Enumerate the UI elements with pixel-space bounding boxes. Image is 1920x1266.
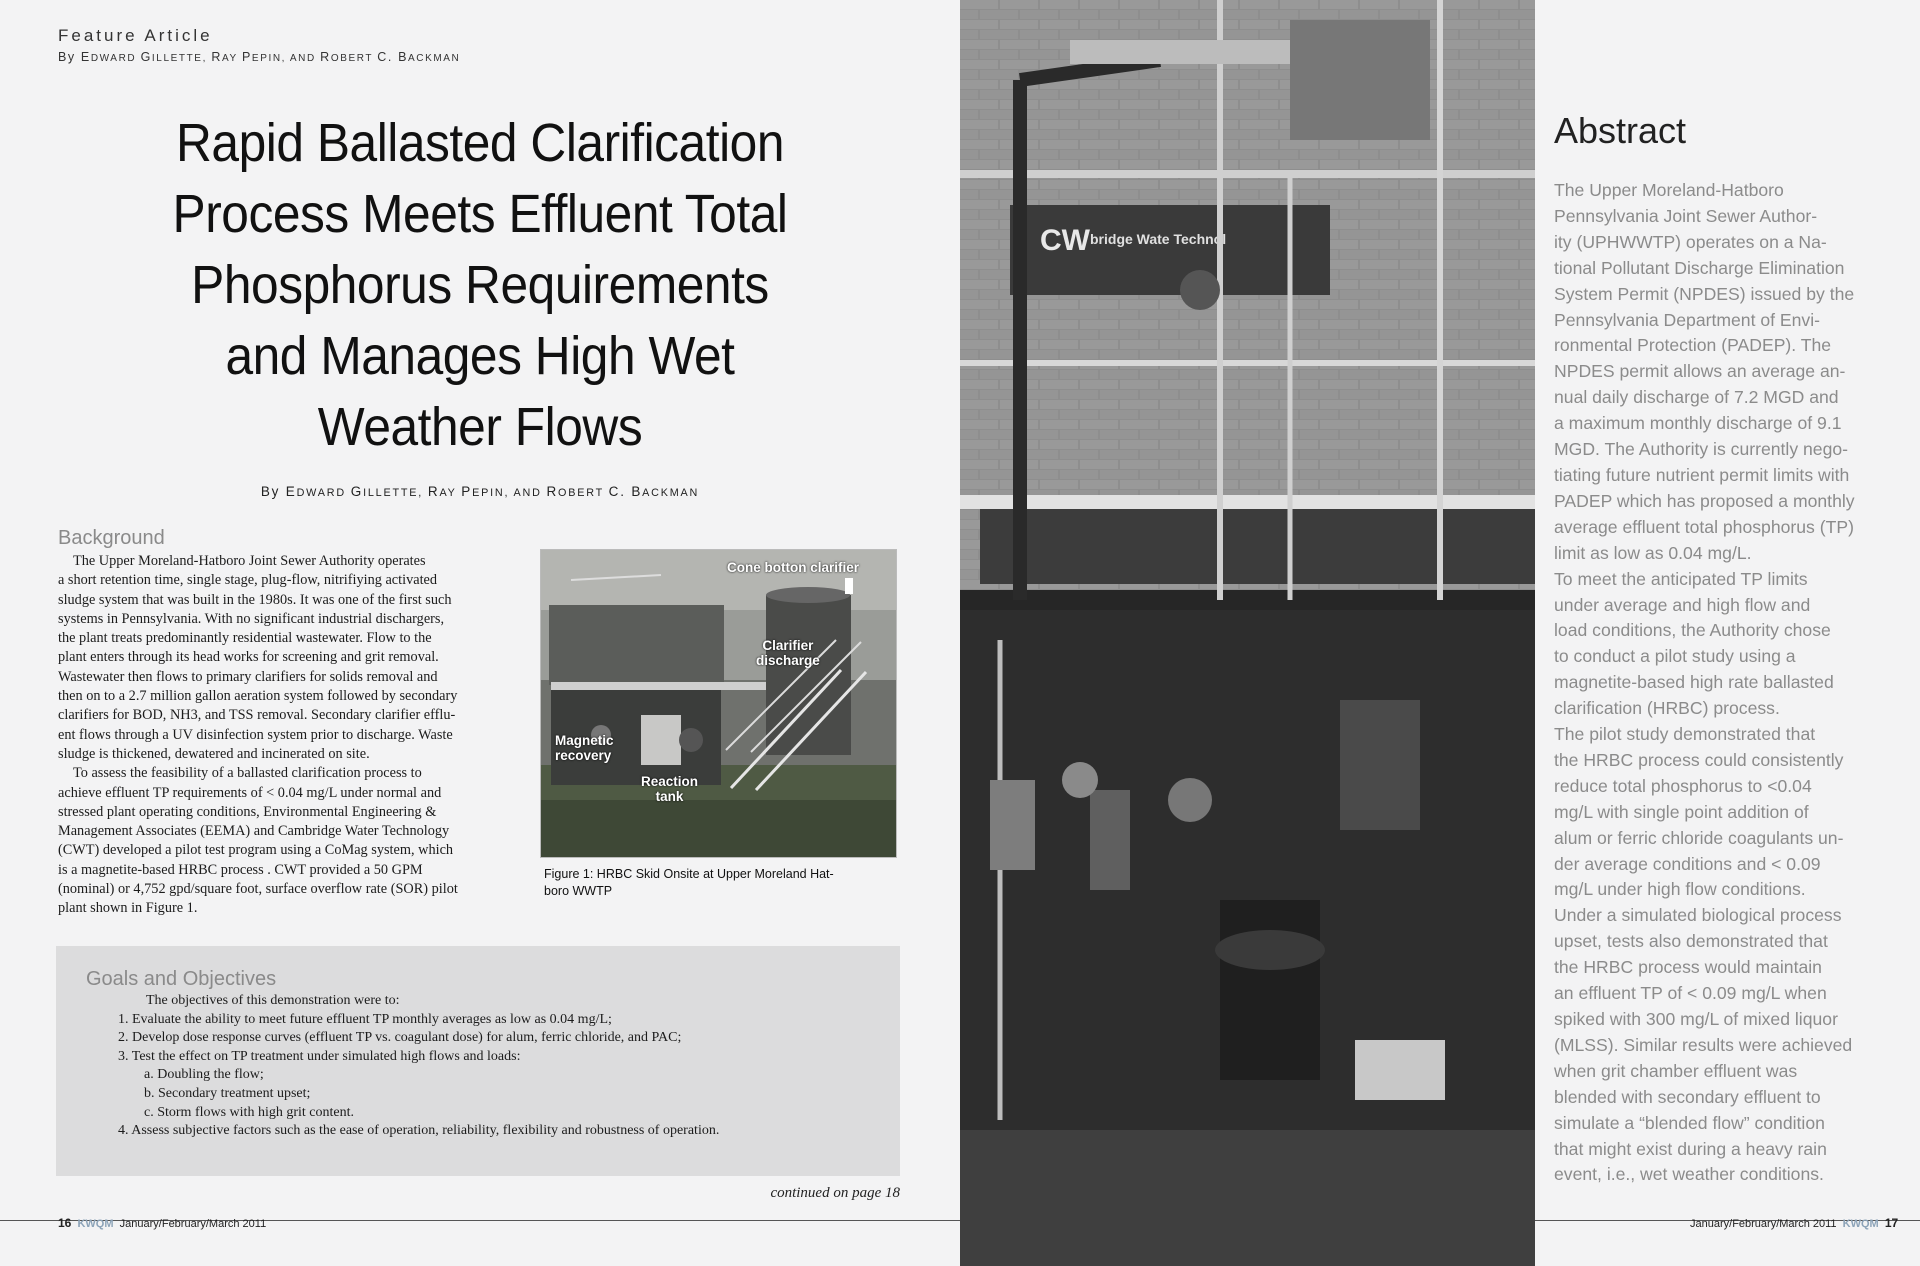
background-text — [58, 552, 520, 919]
text-line: when grit chamber effluent was — [1554, 1060, 1798, 1081]
text-line: that might exist during a heavy rain — [1554, 1138, 1827, 1159]
issue-date: January/February/March 2011 — [119, 1218, 267, 1230]
text-line: average effluent total phosphorus (TP) — [1554, 516, 1854, 537]
byline-part: ILLETTE, — [363, 487, 428, 499]
text-line: systems in Pennsylvania. With no significant industrial dischargers, — [58, 610, 445, 627]
byline-part: R — [320, 50, 331, 64]
goal-item: 2. Develop dose response curves (effluent TP vs. coagulant dose) for alum, ferric chloride, and PAC; — [118, 1030, 682, 1046]
byline-main — [0, 484, 960, 499]
byline-part: C. — [377, 50, 399, 64]
text-line: ent flows through a UV disinfection system prior to discharge. Waste — [58, 726, 453, 743]
pilot-skid-illustration — [541, 550, 896, 857]
text-line: (CWT) developed a pilot test program using a CoMag system, which — [58, 842, 454, 859]
text-line: a maximum monthly discharge of 9.1 — [1554, 413, 1842, 434]
magazine-name: KWQM — [77, 1218, 114, 1230]
section-kicker: Feature Article — [58, 26, 213, 45]
magazine-name: KWQM — [1842, 1218, 1879, 1230]
text-line: tional Pollutant Discharge Elimination — [1554, 257, 1845, 278]
text-line: The Upper Moreland-Hatboro Joint Sewer Authority operates — [73, 553, 426, 569]
label-clarifier-discharge — [756, 638, 820, 668]
text-line: Management Associates (EEMA) and Cambridge Water Technology — [58, 823, 450, 840]
text-line: PADEP which has proposed a monthly — [1554, 490, 1855, 511]
text-line: the HRBC process could consistently — [1554, 749, 1844, 770]
byline-part: R — [211, 50, 222, 64]
text-line: under average and high flow and — [1554, 594, 1811, 615]
text-line: Under a simulated biological process — [1554, 905, 1842, 926]
background-paragraph — [58, 552, 520, 764]
goal-subitem: b. Secondary treatment upset; — [144, 1085, 311, 1101]
text-line: The pilot study demonstrated that — [1554, 724, 1816, 745]
text-line: mg/L under high flow conditions. — [1554, 879, 1806, 900]
text-line: a short retention time, single stage, plug-flow, nitrifiying activated — [58, 572, 438, 589]
byline-part: By — [260, 484, 286, 499]
goals-heading: Goals and Objectives — [86, 968, 277, 990]
byline-part: R — [427, 484, 440, 499]
byline-part: B — [398, 50, 408, 64]
text-line: load conditions, the Authority chose — [1554, 620, 1831, 641]
byline-part: DWARD — [90, 53, 141, 64]
text-line: plant enters through its head works for screening and grit removal. — [58, 649, 439, 666]
label-line: Reaction — [641, 774, 699, 789]
continued-note: continued on page 18 — [770, 1185, 900, 1201]
label-magnetic-recovery — [555, 733, 614, 763]
byline-part: AY — [439, 487, 462, 499]
cwt-logo-icon: CW — [1040, 224, 1090, 257]
text-line: alum or ferric chloride coagulants un- — [1554, 827, 1844, 848]
title-line: Process Meets Effluent Total — [172, 184, 788, 244]
byline-part: G — [350, 484, 364, 499]
goal-item: 4. Assess subjective factors such as the ease of operation, reliability, flexibility and robustness of operation. — [118, 1123, 720, 1139]
page-number: 17 — [1884, 1216, 1899, 1230]
text-line: reduce total phosphorus to <0.04 — [1554, 775, 1812, 796]
goals-intro: The objectives of this demonstration were to: — [146, 993, 400, 1008]
byline-part: R — [546, 484, 559, 499]
title-line: Weather Flows — [317, 397, 643, 457]
text-line: (MLSS). Similar results were achieved — [1554, 1034, 1853, 1055]
article-title — [140, 108, 821, 463]
text-line: an effluent TP of < 0.09 mg/L when — [1554, 983, 1827, 1004]
title-line: and Manages High Wet — [225, 326, 735, 386]
goal-subitem: a. Doubling the flow; — [144, 1067, 264, 1083]
text-line: event, i.e., wet weather conditions. — [1554, 1164, 1824, 1185]
goal-item: 1. Evaluate the ability to meet future effluent TP monthly averages as low as 0.04 mg/L; — [118, 1011, 612, 1027]
text-line: clarification (HRBC) process. — [1554, 698, 1780, 719]
text-line: ity (UPHWWTP) operates on a Na- — [1554, 231, 1827, 252]
page-number: 16 — [58, 1216, 72, 1230]
text-line: the plant treats predominantly residential wastewater. Flow to the — [58, 630, 432, 647]
goal-item: 3. Test the effect on TP treatment under simulated high flows and loads: — [118, 1048, 521, 1064]
label-cone-bottom-clarifier: Cone botton clarifier — [727, 560, 860, 575]
text-line: blended with secondary effluent to — [1554, 1086, 1821, 1107]
text-line: To meet the anticipated TP limits — [1554, 568, 1808, 589]
label-line: Clarifier — [762, 638, 814, 653]
caption-line: Figure 1: HRBC Skid Onsite at Upper Moreland Hat- — [544, 867, 834, 881]
abstract-text — [1554, 178, 1906, 1188]
background-heading: Background — [58, 527, 165, 549]
text-line: sludge is thickened, dewatered and incinerated on site. — [58, 745, 370, 762]
label-line: recovery — [555, 748, 612, 763]
text-line: spiked with 300 mg/L of mixed liquor — [1554, 1009, 1838, 1029]
byline-part: P — [461, 484, 473, 499]
text-line: System Permit (NPDES) issued by the — [1554, 283, 1855, 304]
sign-text: bridge Wate Technol — [1090, 231, 1227, 247]
text-line: mg/L with single point addition of — [1554, 801, 1809, 822]
text-line: To assess the feasibility of a ballasted clarification process to — [73, 765, 422, 782]
abstract-heading: Abstract — [1554, 110, 1687, 151]
text-line: Wastewater then flows to primary clarifiers for solids removal and — [58, 668, 438, 685]
text-line: Pennsylvania Joint Sewer Author- — [1554, 205, 1818, 226]
text-line: MGD. The Authority is currently nego- — [1554, 439, 1848, 460]
byline-part: B — [631, 484, 643, 499]
text-line: magnetite-based high rate ballasted — [1554, 672, 1834, 693]
text-line: stressed plant operating conditions, Environmental Engineering & — [58, 803, 437, 820]
text-line: limit as low as 0.04 mg/L. — [1554, 542, 1752, 563]
figure-1-caption — [544, 866, 904, 900]
text-line: nual daily discharge of 7.2 MGD and — [1554, 387, 1839, 408]
goal-subitem: c. Storm flows with high grit content. — [144, 1104, 354, 1120]
byline-part: ACKMAN — [408, 53, 461, 64]
byline-part: EPIN, AND — [251, 53, 321, 64]
folio-left — [58, 1216, 266, 1230]
byline-part: AY — [221, 53, 242, 64]
caption-line: boro WWTP — [544, 884, 613, 898]
byline-part: E — [80, 50, 91, 64]
equipment-photo — [960, 0, 1535, 1266]
background-paragraph — [58, 764, 520, 918]
byline-part: P — [241, 50, 252, 64]
label-line: Magnetic — [555, 733, 614, 748]
text-line: upset, tests also demonstrated that — [1554, 931, 1828, 952]
text-line: Pennsylvania Department of Envi- — [1554, 309, 1820, 330]
byline-part: By — [58, 50, 81, 64]
text-line: The Upper Moreland-Hatboro — [1554, 180, 1784, 200]
byline-part: E — [285, 484, 297, 499]
text-line: ronmental Protection (PADEP). The — [1554, 335, 1832, 356]
figure-1-photo — [540, 549, 897, 858]
text-line: is a magnetite-based HRBC process . CWT provided a 50 GPM — [58, 861, 423, 878]
byline-part: ILLETTE, — [151, 53, 212, 64]
byline-part: DWARD — [296, 487, 351, 499]
text-line: der average conditions and < 0.09 — [1554, 853, 1821, 874]
label-reaction-tank — [641, 774, 698, 804]
text-line: simulate a “blended flow” condition — [1554, 1112, 1825, 1133]
text-line: (nominal) or 4,752 gpd/square foot, surface overflow rate (SOR) pilot — [58, 881, 458, 898]
text-line: achieve effluent TP requirements of < 0.04 mg/L under normal and — [58, 784, 442, 801]
byline-part: EPIN, AND — [472, 487, 547, 499]
folio-right — [1690, 1216, 1898, 1230]
title-line: Rapid Ballasted Clarification — [176, 113, 784, 173]
label-line: tank — [655, 789, 684, 804]
byline-part: C. — [608, 484, 632, 499]
issue-date: January/February/March 2011 — [1690, 1218, 1837, 1230]
text-line: plant shown in Figure 1. — [58, 900, 198, 917]
equipment-photo-illustration — [960, 0, 1535, 1266]
goals-box — [56, 946, 900, 1176]
text-line: the HRBC process would maintain — [1554, 957, 1822, 978]
text-line: to conduct a pilot study using a — [1554, 646, 1796, 667]
title-line: Phosphorus Requirements — [191, 255, 769, 315]
goals-list — [118, 992, 878, 1141]
text-line: then on to a 2.7 million gallon aeration system followed by secondary — [58, 688, 458, 705]
text-line: NPDES permit allows an average an- — [1554, 361, 1846, 382]
label-line: discharge — [756, 653, 820, 668]
text-line: clarifiers for BOD, NH3, and TSS removal. Secondary clarifier efflu- — [58, 707, 456, 724]
byline-part: G — [140, 50, 152, 64]
text-line: sludge system that was built in the 1980s. It was one of the first such — [58, 591, 452, 608]
text-line: tiating future nutrient permit limits with — [1554, 464, 1850, 485]
byline-part: OBERT — [558, 487, 609, 499]
byline-part: OBERT — [330, 53, 378, 64]
byline-part: ACKMAN — [642, 487, 700, 499]
byline-top — [58, 50, 460, 64]
